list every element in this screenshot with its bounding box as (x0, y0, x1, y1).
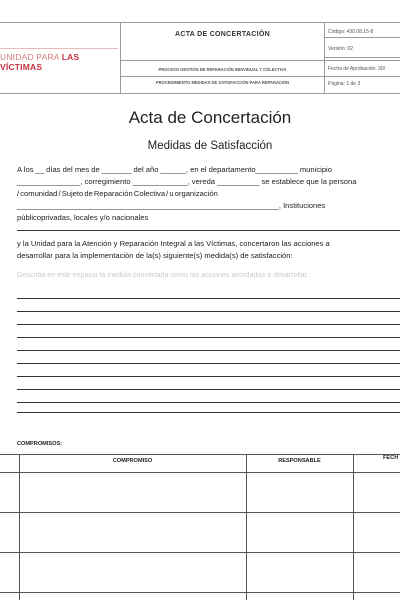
table-border (0, 454, 400, 455)
header-pagina: Página: 1 de 3 (328, 81, 361, 87)
table-cell[interactable] (20, 513, 246, 552)
document-title: Acta de Concertación (128, 108, 292, 127)
writing-line[interactable] (17, 402, 400, 403)
header-title: ACTA DE CONCERTACIÓN (175, 31, 270, 38)
header-version: Versión: 02 (328, 46, 354, 52)
table-cell[interactable] (354, 473, 400, 512)
compromisos-title: COMPROMISOS: (17, 441, 63, 447)
column-header-compromiso: COMPROMISO (112, 458, 153, 464)
writing-line[interactable] (17, 389, 400, 390)
logo (0, 52, 120, 72)
writing-line[interactable] (17, 298, 400, 299)
writing-line[interactable] (17, 311, 400, 312)
logo-rule (0, 48, 118, 49)
paragraph-line[interactable]: desarrollar para la implementación de la(s) siguiente(s) medida(s) de satisfacción: (17, 251, 293, 260)
writing-line[interactable] (17, 337, 400, 338)
table-cell[interactable] (247, 553, 353, 592)
document-subtitle: Medidas de Satisfacción (147, 140, 273, 152)
paragraph-line[interactable]: públicoprivadas, locales y/o nacionales (17, 213, 149, 222)
writing-line[interactable] (17, 376, 400, 377)
logo-text: UNIDAD PARA (0, 52, 62, 62)
table-cell[interactable] (354, 513, 400, 552)
table-cell[interactable] (354, 553, 400, 592)
writing-line[interactable] (17, 324, 400, 325)
writing-line[interactable] (17, 363, 400, 364)
column-header-fecha: FECH (383, 455, 399, 461)
header-fecha: Fecha de Aprobación: 30/ (328, 66, 385, 72)
table-border (0, 592, 400, 593)
paragraph-line[interactable]: / comunidad / Sujeto de Reparación Colectiva / u organización (17, 189, 218, 198)
compromisos-table (0, 454, 400, 600)
fill-line[interactable] (17, 230, 400, 231)
header-proceso: PROCESO GESTIÓN DE REPARACIÓN INDIVIDUAL Y COLECTIVA (158, 67, 287, 72)
header-divider (120, 76, 400, 77)
writing-line[interactable] (17, 412, 400, 413)
paragraph-line[interactable]: A los __ días del mes de _______ del año ______, en el departamento__________ municipio (17, 165, 332, 174)
header-divider (324, 23, 325, 93)
paragraph-line[interactable]: _______________, corregimiento _____________, vereda __________ se establece que la persona (17, 177, 357, 186)
table-cell[interactable] (20, 553, 246, 592)
header-procedimiento: PROCEDIMIENTO MEDIDAS DE SATISFACCIÓN PARA REPARACIÓN (155, 80, 290, 85)
writing-line[interactable] (17, 350, 400, 351)
table-cell[interactable] (247, 513, 353, 552)
header-codigo: Código: 430.08.15-8 (328, 29, 374, 35)
description-placeholder[interactable]: Describa en este espacio la medida concertada como las acciones acordadas a desarrollar. (17, 270, 309, 279)
column-header-responsable: RESPONSABLE (278, 458, 321, 464)
header-divider (120, 60, 400, 61)
paragraph-line[interactable]: ______________________________________________________________, Instituciones (17, 201, 326, 210)
table-cell[interactable] (20, 473, 246, 512)
paragraph-line[interactable]: y la Unidad para la Atención y Reparación Integral a las Víctimas, concertaron las acciones a (17, 239, 330, 248)
logo-text-bold: LAS VÍCTIMAS (0, 52, 80, 72)
table-cell[interactable] (247, 473, 353, 512)
